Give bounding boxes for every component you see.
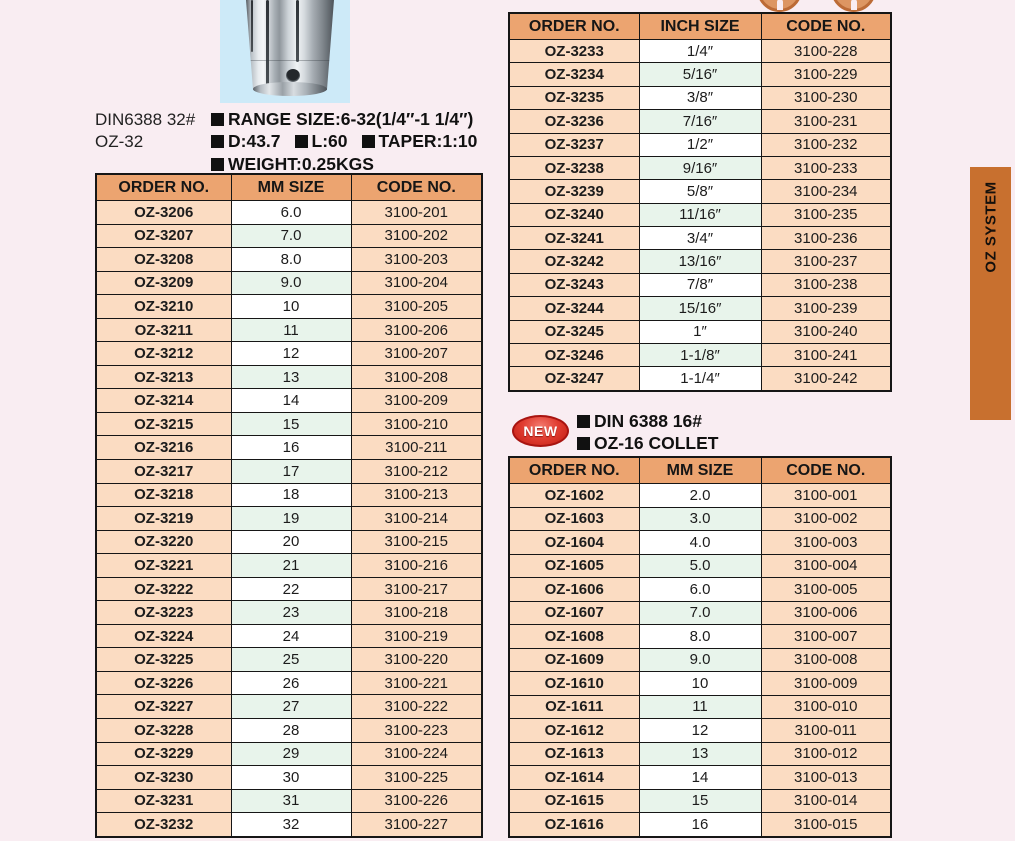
code-no-cell: 3100-204 bbox=[351, 271, 482, 295]
table-row bbox=[96, 507, 482, 531]
new-badge bbox=[512, 415, 569, 447]
size-cell: 27 bbox=[231, 695, 351, 719]
collet-body-image bbox=[246, 0, 334, 90]
order-no-cell: OZ-3225 bbox=[96, 648, 231, 672]
table-row bbox=[509, 40, 891, 63]
collet-slot-notch bbox=[777, 0, 783, 10]
order-no-cell: OZ-3217 bbox=[96, 460, 231, 484]
order-no-cell: OZ-3209 bbox=[96, 271, 231, 295]
code-no-cell: 3100-203 bbox=[351, 248, 482, 272]
order-no-cell: OZ-1616 bbox=[509, 813, 639, 837]
order-no-cell: OZ-3211 bbox=[96, 318, 231, 342]
code-no-cell: 3100-212 bbox=[351, 460, 482, 484]
oz32-mm-table-wrap bbox=[95, 173, 481, 838]
code-no-cell: 3100-230 bbox=[761, 86, 891, 109]
order-no-cell: OZ-1614 bbox=[509, 766, 639, 790]
oz16-heading bbox=[577, 411, 718, 454]
code-no-cell: 3100-235 bbox=[761, 203, 891, 226]
code-no-cell: 3100-237 bbox=[761, 250, 891, 273]
order-no-cell: OZ-3239 bbox=[509, 180, 639, 203]
table-row bbox=[96, 248, 482, 272]
code-no-cell: 3100-207 bbox=[351, 342, 482, 366]
table-row bbox=[509, 63, 891, 86]
code-no-cell: 3100-003 bbox=[761, 531, 891, 555]
new-badge-label: NEW bbox=[523, 423, 558, 439]
spec-d-item bbox=[211, 131, 281, 151]
table-row bbox=[96, 436, 482, 460]
code-no-header: CODE NO. bbox=[761, 13, 891, 40]
table-row bbox=[96, 695, 482, 719]
order-no-cell: OZ-3230 bbox=[96, 766, 231, 790]
code-no-cell: 3100-002 bbox=[761, 507, 891, 531]
size-cell: 6.0 bbox=[639, 578, 761, 602]
code-no-cell: 3100-214 bbox=[351, 507, 482, 531]
size-cell: 10 bbox=[639, 672, 761, 696]
order-no-cell: OZ-3233 bbox=[509, 40, 639, 63]
table-row bbox=[509, 719, 891, 743]
code-no-cell: 3100-213 bbox=[351, 483, 482, 507]
size-cell: 15 bbox=[639, 789, 761, 813]
code-no-cell: 3100-226 bbox=[351, 789, 482, 813]
table-row bbox=[509, 86, 891, 109]
size-cell: 14 bbox=[231, 389, 351, 413]
code-no-cell: 3100-231 bbox=[761, 110, 891, 133]
table-row bbox=[509, 133, 891, 156]
table-row bbox=[96, 671, 482, 695]
size-cell: 7.0 bbox=[231, 224, 351, 248]
oz16-standard-label: DIN 6388 16# bbox=[594, 411, 702, 431]
table-row bbox=[509, 672, 891, 696]
code-no-cell: 3100-223 bbox=[351, 719, 482, 743]
code-no-cell: 3100-009 bbox=[761, 672, 891, 696]
order-no-cell: OZ-1603 bbox=[509, 507, 639, 531]
code-no-cell: 3100-005 bbox=[761, 578, 891, 602]
oz-system-side-tab bbox=[970, 167, 1011, 420]
size-cell: 21 bbox=[231, 554, 351, 578]
order-no-cell: OZ-3210 bbox=[96, 295, 231, 319]
code-no-cell: 3100-015 bbox=[761, 813, 891, 837]
table-row bbox=[509, 625, 891, 649]
table-row bbox=[509, 531, 891, 555]
code-no-cell: 3100-008 bbox=[761, 648, 891, 672]
table-row bbox=[509, 273, 891, 296]
spec-range-label: RANGE SIZE:6-32(1/4″-1 1/4″) bbox=[228, 109, 474, 129]
oz16-collet-row bbox=[577, 433, 718, 455]
size-cell: 11/16″ bbox=[639, 203, 761, 226]
table-row bbox=[509, 601, 891, 625]
order-no-cell: OZ-3238 bbox=[509, 156, 639, 179]
order-no-cell: OZ-3208 bbox=[96, 248, 231, 272]
size-cell: 10 bbox=[231, 295, 351, 319]
collet-bottom-edge bbox=[253, 82, 327, 96]
table-row bbox=[509, 343, 891, 366]
order-no-cell: OZ-3243 bbox=[509, 273, 639, 296]
table-row bbox=[509, 180, 891, 203]
order-no-cell: OZ-1611 bbox=[509, 695, 639, 719]
size-cell: 31 bbox=[231, 789, 351, 813]
table-row bbox=[96, 389, 482, 413]
collet-slot bbox=[266, 0, 269, 90]
collet-top-view-icon bbox=[757, 0, 802, 12]
code-no-cell: 3100-014 bbox=[761, 789, 891, 813]
oz16-mm-table-wrap bbox=[508, 456, 890, 838]
size-cell: 1/2″ bbox=[639, 133, 761, 156]
size-cell: 8.0 bbox=[639, 625, 761, 649]
size-cell: 4.0 bbox=[639, 531, 761, 555]
code-no-cell: 3100-234 bbox=[761, 180, 891, 203]
code-no-cell: 3100-216 bbox=[351, 554, 482, 578]
size-cell: 13 bbox=[639, 742, 761, 766]
size-cell: 30 bbox=[231, 766, 351, 790]
order-no-cell: OZ-3212 bbox=[96, 342, 231, 366]
order-no-cell: OZ-1608 bbox=[509, 625, 639, 649]
table-row bbox=[509, 227, 891, 250]
collet-slot bbox=[251, 0, 253, 52]
order-no-cell: OZ-3232 bbox=[96, 813, 231, 837]
size-cell: 12 bbox=[639, 719, 761, 743]
size-cell: 8.0 bbox=[231, 248, 351, 272]
code-no-cell: 3100-007 bbox=[761, 625, 891, 649]
inch-size-header: INCH SIZE bbox=[639, 13, 761, 40]
size-cell: 15/16″ bbox=[639, 297, 761, 320]
size-cell: 32 bbox=[231, 813, 351, 837]
spec-l-item bbox=[295, 131, 348, 151]
model-standard-label: DIN6388 32# bbox=[95, 110, 196, 129]
size-cell: 28 bbox=[231, 719, 351, 743]
order-no-cell: OZ-3246 bbox=[509, 343, 639, 366]
oz16-mm-table bbox=[508, 456, 892, 838]
code-no-cell: 3100-220 bbox=[351, 648, 482, 672]
size-cell: 11 bbox=[639, 695, 761, 719]
code-no-cell: 3100-208 bbox=[351, 365, 482, 389]
size-cell: 20 bbox=[231, 530, 351, 554]
order-no-cell: OZ-3220 bbox=[96, 530, 231, 554]
spec-weight-label: WEIGHT:0.25KGS bbox=[228, 153, 374, 174]
code-no-cell: 3100-010 bbox=[761, 695, 891, 719]
table-row bbox=[509, 250, 891, 273]
table-row bbox=[96, 577, 482, 601]
size-cell: 3/4″ bbox=[639, 227, 761, 250]
table-header-row bbox=[509, 457, 891, 484]
collet-product-photo bbox=[220, 0, 350, 103]
order-no-cell: OZ-3222 bbox=[96, 577, 231, 601]
spec-weight-row bbox=[211, 153, 477, 175]
table-row bbox=[509, 813, 891, 837]
code-no-cell: 3100-004 bbox=[761, 554, 891, 578]
oz16-standard-row bbox=[577, 411, 718, 433]
order-no-cell: OZ-3215 bbox=[96, 412, 231, 436]
code-no-cell: 3100-229 bbox=[761, 63, 891, 86]
code-no-cell: 3100-233 bbox=[761, 156, 891, 179]
size-cell: 1/4″ bbox=[639, 40, 761, 63]
table-row bbox=[509, 766, 891, 790]
code-no-cell: 3100-238 bbox=[761, 273, 891, 296]
table-row bbox=[509, 554, 891, 578]
size-cell: 29 bbox=[231, 742, 351, 766]
table-row bbox=[96, 201, 482, 225]
order-no-cell: OZ-3235 bbox=[509, 86, 639, 109]
order-no-cell: OZ-3213 bbox=[96, 365, 231, 389]
size-cell: 9.0 bbox=[231, 271, 351, 295]
table-row bbox=[96, 295, 482, 319]
code-no-cell: 3100-221 bbox=[351, 671, 482, 695]
table-row bbox=[509, 507, 891, 531]
square-bullet-icon bbox=[211, 158, 224, 171]
order-no-cell: OZ-3221 bbox=[96, 554, 231, 578]
size-cell: 13 bbox=[231, 365, 351, 389]
model-name-label: OZ-32 bbox=[95, 132, 144, 151]
spec-taper-item bbox=[362, 131, 478, 151]
code-no-cell: 3100-239 bbox=[761, 297, 891, 320]
square-bullet-icon bbox=[211, 113, 224, 126]
oz16-collet-label: OZ-16 COLLET bbox=[594, 432, 719, 453]
code-no-cell: 3100-011 bbox=[761, 719, 891, 743]
size-cell: 16 bbox=[231, 436, 351, 460]
size-cell: 5/8″ bbox=[639, 180, 761, 203]
table-row bbox=[96, 813, 482, 837]
order-no-header: ORDER NO. bbox=[509, 457, 639, 484]
code-no-cell: 3100-215 bbox=[351, 530, 482, 554]
code-no-cell: 3100-202 bbox=[351, 224, 482, 248]
order-no-cell: OZ-3236 bbox=[509, 110, 639, 133]
table-row bbox=[509, 789, 891, 813]
order-no-cell: OZ-3231 bbox=[96, 789, 231, 813]
spec-l-label: L:60 bbox=[311, 131, 348, 152]
spec-list bbox=[211, 108, 477, 175]
order-no-header: ORDER NO. bbox=[96, 174, 231, 201]
code-no-header: CODE NO. bbox=[761, 457, 891, 484]
table-row bbox=[509, 367, 891, 391]
table-row bbox=[509, 320, 891, 343]
size-cell: 7.0 bbox=[639, 601, 761, 625]
square-bullet-icon bbox=[362, 135, 375, 148]
table-row bbox=[96, 412, 482, 436]
order-no-cell: OZ-1604 bbox=[509, 531, 639, 555]
order-no-cell: OZ-3241 bbox=[509, 227, 639, 250]
size-cell: 1-1/8″ bbox=[639, 343, 761, 366]
oz32-inch-table bbox=[508, 12, 892, 392]
size-cell: 3.0 bbox=[639, 507, 761, 531]
order-no-cell: OZ-1612 bbox=[509, 719, 639, 743]
order-no-cell: OZ-3240 bbox=[509, 203, 639, 226]
collet-top-view-icon bbox=[831, 0, 876, 12]
code-no-cell: 3100-236 bbox=[761, 227, 891, 250]
table-row bbox=[96, 460, 482, 484]
order-no-cell: OZ-3226 bbox=[96, 671, 231, 695]
order-no-header: ORDER NO. bbox=[509, 13, 639, 40]
code-no-cell: 3100-217 bbox=[351, 577, 482, 601]
order-no-cell: OZ-3227 bbox=[96, 695, 231, 719]
collet-slot bbox=[296, 0, 299, 62]
size-cell: 23 bbox=[231, 601, 351, 625]
code-no-cell: 3100-241 bbox=[761, 343, 891, 366]
size-cell: 12 bbox=[231, 342, 351, 366]
order-no-cell: OZ-3218 bbox=[96, 483, 231, 507]
square-bullet-icon bbox=[211, 135, 224, 148]
table-row bbox=[96, 719, 482, 743]
code-no-cell: 3100-013 bbox=[761, 766, 891, 790]
code-no-cell: 3100-201 bbox=[351, 201, 482, 225]
order-no-cell: OZ-3207 bbox=[96, 224, 231, 248]
size-cell: 15 bbox=[231, 412, 351, 436]
order-no-cell: OZ-1606 bbox=[509, 578, 639, 602]
size-cell: 13/16″ bbox=[639, 250, 761, 273]
size-cell: 11 bbox=[231, 318, 351, 342]
order-no-cell: OZ-3214 bbox=[96, 389, 231, 413]
collet-slot-notch bbox=[851, 0, 857, 10]
order-no-cell: OZ-1609 bbox=[509, 648, 639, 672]
code-no-cell: 3100-006 bbox=[761, 601, 891, 625]
size-cell: 9.0 bbox=[639, 648, 761, 672]
size-cell: 24 bbox=[231, 624, 351, 648]
table-row bbox=[509, 203, 891, 226]
table-row bbox=[509, 742, 891, 766]
table-row bbox=[96, 789, 482, 813]
mm-size-header: MM SIZE bbox=[231, 174, 351, 201]
table-row bbox=[96, 318, 482, 342]
table-row bbox=[509, 695, 891, 719]
size-cell: 3/8″ bbox=[639, 86, 761, 109]
code-no-cell: 3100-210 bbox=[351, 412, 482, 436]
code-no-cell: 3100-205 bbox=[351, 295, 482, 319]
table-header-row bbox=[96, 174, 482, 201]
table-row bbox=[96, 624, 482, 648]
table-row bbox=[96, 742, 482, 766]
oz32-inch-table-wrap bbox=[508, 12, 890, 392]
order-no-cell: OZ-1610 bbox=[509, 672, 639, 696]
code-no-cell: 3100-001 bbox=[761, 484, 891, 508]
oz32-mm-table bbox=[95, 173, 483, 838]
spec-d-label: D:43.7 bbox=[228, 131, 281, 152]
code-no-cell: 3100-224 bbox=[351, 742, 482, 766]
table-row bbox=[96, 530, 482, 554]
table-row bbox=[96, 483, 482, 507]
table-row bbox=[509, 484, 891, 508]
size-cell: 1-1/4″ bbox=[639, 367, 761, 391]
code-no-cell: 3100-222 bbox=[351, 695, 482, 719]
order-no-cell: OZ-3242 bbox=[509, 250, 639, 273]
code-no-cell: 3100-206 bbox=[351, 318, 482, 342]
order-no-cell: OZ-3244 bbox=[509, 297, 639, 320]
collet-nose-line bbox=[248, 60, 332, 61]
code-no-cell: 3100-227 bbox=[351, 813, 482, 837]
size-cell: 7/16″ bbox=[639, 110, 761, 133]
spec-dimensions-row bbox=[211, 130, 477, 152]
order-no-cell: OZ-3228 bbox=[96, 719, 231, 743]
order-no-cell: OZ-3216 bbox=[96, 436, 231, 460]
model-labels bbox=[95, 109, 195, 153]
table-row bbox=[509, 156, 891, 179]
collet-hole bbox=[286, 69, 300, 82]
order-no-cell: OZ-3245 bbox=[509, 320, 639, 343]
order-no-cell: OZ-3234 bbox=[509, 63, 639, 86]
square-bullet-icon bbox=[295, 135, 308, 148]
code-no-cell: 3100-228 bbox=[761, 40, 891, 63]
code-no-cell: 3100-218 bbox=[351, 601, 482, 625]
order-no-cell: OZ-3219 bbox=[96, 507, 231, 531]
order-no-cell: OZ-3237 bbox=[509, 133, 639, 156]
code-no-cell: 3100-012 bbox=[761, 742, 891, 766]
code-no-cell: 3100-232 bbox=[761, 133, 891, 156]
size-cell: 6.0 bbox=[231, 201, 351, 225]
order-no-cell: OZ-1607 bbox=[509, 601, 639, 625]
size-cell: 5/16″ bbox=[639, 63, 761, 86]
table-row bbox=[96, 554, 482, 578]
table-header-row bbox=[509, 13, 891, 40]
order-no-cell: OZ-1602 bbox=[509, 484, 639, 508]
order-no-cell: OZ-1605 bbox=[509, 554, 639, 578]
table-row bbox=[509, 110, 891, 133]
size-cell: 9/16″ bbox=[639, 156, 761, 179]
order-no-cell: OZ-1613 bbox=[509, 742, 639, 766]
code-no-cell: 3100-219 bbox=[351, 624, 482, 648]
size-cell: 14 bbox=[639, 766, 761, 790]
size-cell: 5.0 bbox=[639, 554, 761, 578]
size-cell: 19 bbox=[231, 507, 351, 531]
code-no-header: CODE NO. bbox=[351, 174, 482, 201]
size-cell: 22 bbox=[231, 577, 351, 601]
order-no-cell: OZ-1615 bbox=[509, 789, 639, 813]
table-row bbox=[96, 342, 482, 366]
code-no-cell: 3100-240 bbox=[761, 320, 891, 343]
order-no-cell: OZ-3224 bbox=[96, 624, 231, 648]
code-no-cell: 3100-225 bbox=[351, 766, 482, 790]
table-row bbox=[509, 648, 891, 672]
size-cell: 7/8″ bbox=[639, 273, 761, 296]
table-row bbox=[509, 578, 891, 602]
size-cell: 25 bbox=[231, 648, 351, 672]
table-row bbox=[96, 648, 482, 672]
size-cell: 1″ bbox=[639, 320, 761, 343]
order-no-cell: OZ-3223 bbox=[96, 601, 231, 625]
table-row bbox=[96, 224, 482, 248]
size-cell: 26 bbox=[231, 671, 351, 695]
order-no-cell: OZ-3247 bbox=[509, 367, 639, 391]
table-row bbox=[96, 271, 482, 295]
code-no-cell: 3100-209 bbox=[351, 389, 482, 413]
size-cell: 18 bbox=[231, 483, 351, 507]
table-row bbox=[96, 601, 482, 625]
size-cell: 17 bbox=[231, 460, 351, 484]
table-row bbox=[96, 766, 482, 790]
mm-size-header: MM SIZE bbox=[639, 457, 761, 484]
table-row bbox=[96, 365, 482, 389]
size-cell: 16 bbox=[639, 813, 761, 837]
square-bullet-icon bbox=[577, 437, 590, 450]
spec-taper-label: TAPER:1:10 bbox=[378, 131, 478, 152]
square-bullet-icon bbox=[577, 415, 590, 428]
spec-range-row bbox=[211, 108, 477, 130]
size-cell: 2.0 bbox=[639, 484, 761, 508]
oz-system-tab-label: OZ SYSTEM bbox=[982, 181, 999, 273]
code-no-cell: 3100-211 bbox=[351, 436, 482, 460]
table-row bbox=[509, 297, 891, 320]
order-no-cell: OZ-3206 bbox=[96, 201, 231, 225]
code-no-cell: 3100-242 bbox=[761, 367, 891, 391]
order-no-cell: OZ-3229 bbox=[96, 742, 231, 766]
